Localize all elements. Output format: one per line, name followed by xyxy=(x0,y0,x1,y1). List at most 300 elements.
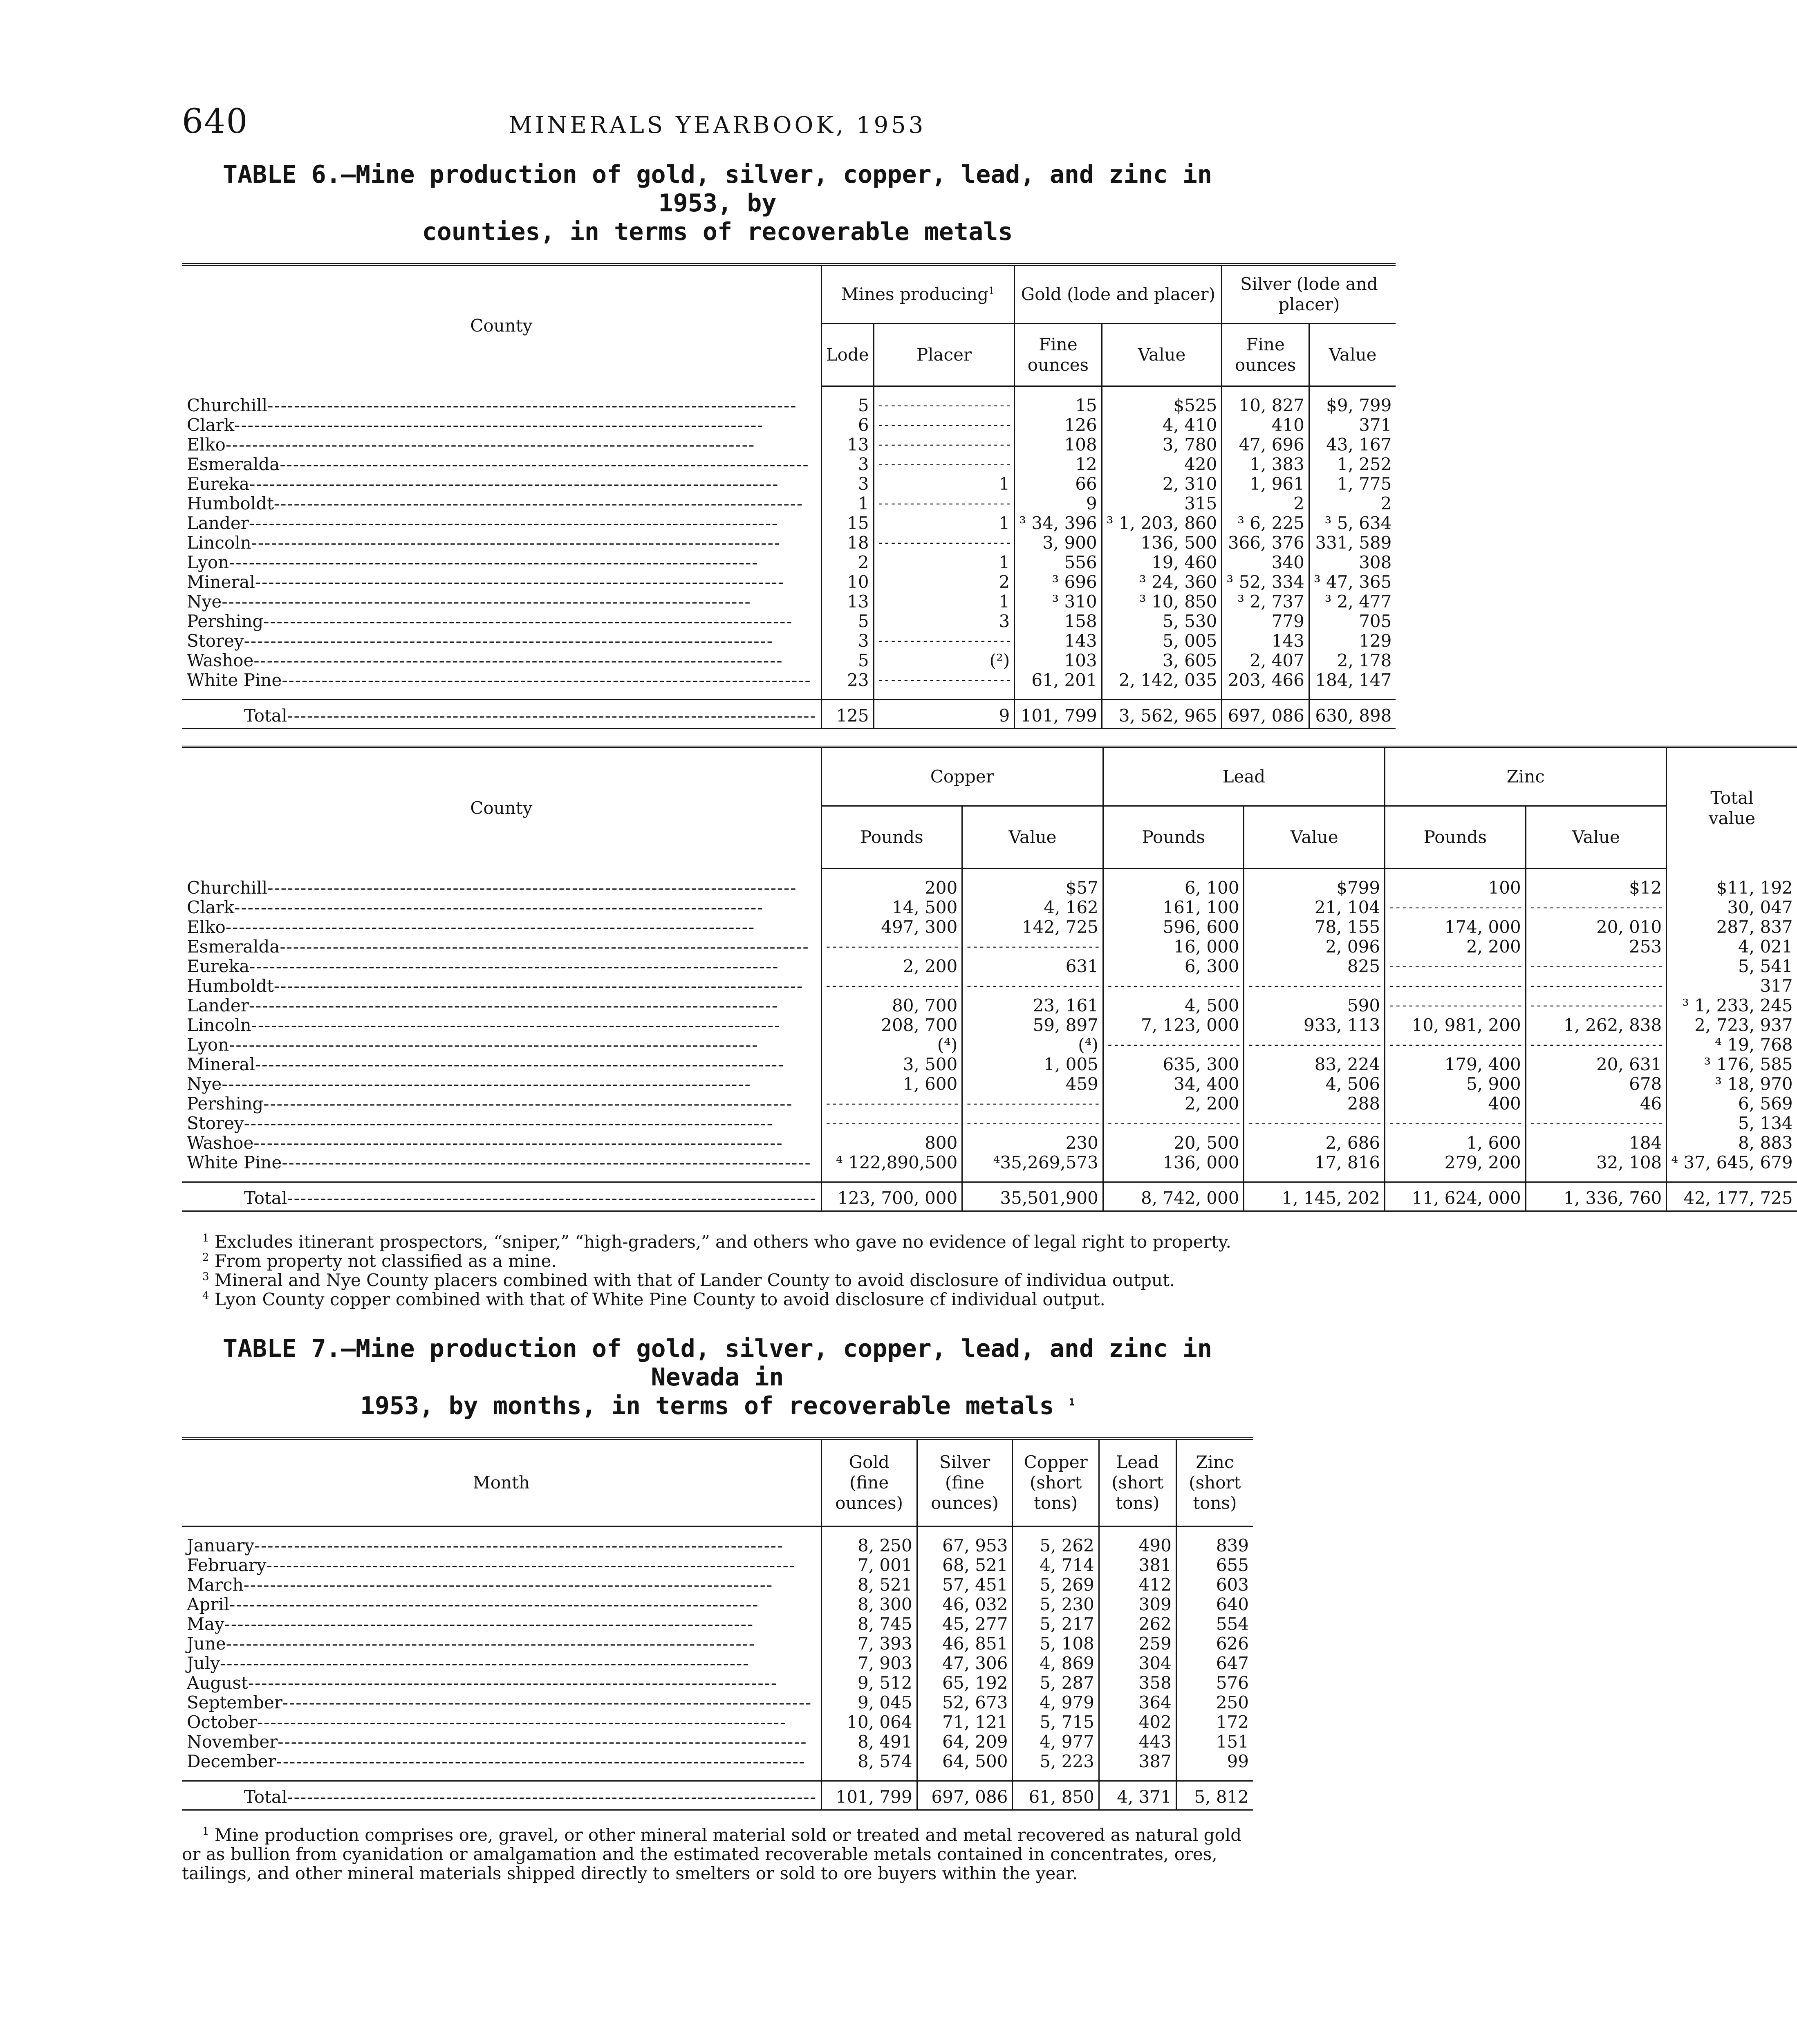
t6p1-silver-val: $9, 799 xyxy=(1309,396,1396,415)
t6p2-cu-val: 142, 725 xyxy=(962,917,1103,937)
t6p2-zn-lb: 1, 600 xyxy=(1385,1133,1526,1153)
t6p2-total: 5, 134 xyxy=(1667,1114,1797,1133)
t6p2-zn-val: 184 xyxy=(1526,1133,1667,1153)
t7-zinc: 576 xyxy=(1176,1673,1253,1693)
t6p1-total-gold-oz: 101, 799 xyxy=(1015,700,1102,729)
t7-silver: 65, 192 xyxy=(917,1673,1013,1693)
t6p2-pb-val: 21, 104 xyxy=(1244,898,1385,917)
t7-copper-header xyxy=(1013,1439,1099,1526)
t6p2-label-cell xyxy=(182,1133,821,1153)
t7-total-label: Total ----- xyxy=(243,1787,817,1807)
t6p1-silver-oz: 1, 961 xyxy=(1222,474,1309,494)
t6p2-row xyxy=(182,1074,1797,1094)
t6p1-label-cell xyxy=(182,670,821,690)
t6p1-label-cell xyxy=(182,415,821,435)
t6p1-gold-oz: 3, 900 xyxy=(1015,533,1102,553)
t6p1-silver-oz: 2, 407 xyxy=(1222,651,1309,670)
running-title: MINERALS YEARBOOK, 1953 xyxy=(509,112,926,139)
t6p1-silver-val: ³ 47, 365 xyxy=(1309,572,1396,592)
table7-footnote xyxy=(182,1825,1253,1883)
t6p1-silver-val: 1, 252 xyxy=(1309,455,1396,474)
t6p2-pb-val: 933, 113 xyxy=(1244,1015,1385,1035)
t6p1-placer: 1 xyxy=(874,513,1015,533)
t7-zinc: 626 xyxy=(1176,1634,1253,1654)
t6p2-label: Clark ----- xyxy=(186,898,817,917)
table7-title xyxy=(182,1334,1253,1420)
t6p2-cu-val: $57 xyxy=(962,878,1103,898)
t6p1-silver-oz: 10, 827 xyxy=(1222,396,1309,415)
t6p1-lode: 1 xyxy=(821,494,874,513)
t6p1-row xyxy=(182,435,1396,455)
t6p2-label: Eureka ----- xyxy=(186,957,817,976)
t6p2-pb-lb xyxy=(1103,1035,1244,1055)
t6p1-gold-val: 5, 530 xyxy=(1102,612,1222,631)
t6p2-row xyxy=(182,996,1797,1015)
t6p2-cu-val: 459 xyxy=(962,1074,1103,1094)
t7-row xyxy=(182,1536,1253,1555)
t6p2-label: Humboldt ----- xyxy=(186,976,817,996)
t6p1-placer xyxy=(874,533,1015,553)
t6p2-cu-val xyxy=(962,1094,1103,1114)
t7-label-cell xyxy=(182,1614,821,1634)
t7-label: August ----- xyxy=(186,1673,817,1693)
t6p1-row xyxy=(182,631,1396,651)
t6p2-cu-val: 23, 161 xyxy=(962,996,1103,1015)
t7-body xyxy=(182,1526,1253,1781)
t7-gold: 8, 574 xyxy=(821,1752,917,1771)
t6p1-gold-val: 420 xyxy=(1102,455,1222,474)
table6-part2 xyxy=(182,746,1797,1212)
t7-gold: 8, 745 xyxy=(821,1614,917,1634)
t6p1-silver-oz: 203, 466 xyxy=(1222,670,1309,690)
t6p1-label-cell xyxy=(182,474,821,494)
t7-label: June ----- xyxy=(186,1634,817,1654)
t6p2-cu-val xyxy=(962,937,1103,957)
t7-silver: 45, 277 xyxy=(917,1614,1013,1634)
t6p1-total-silver-value: 630, 898 xyxy=(1309,700,1396,729)
t6p2-total: 287, 837 xyxy=(1667,917,1797,937)
t6p2-zn-lb xyxy=(1385,996,1526,1015)
t6p1-label: Eureka ----- xyxy=(186,474,817,494)
t7-row xyxy=(182,1575,1253,1595)
t7-gold: 7, 393 xyxy=(821,1634,917,1654)
t6p1-row xyxy=(182,415,1396,435)
t7-gold-header xyxy=(821,1439,917,1526)
t6p1-silver-val: ³ 2, 477 xyxy=(1309,592,1396,612)
t7-row xyxy=(182,1555,1253,1575)
t6p1-lode: 5 xyxy=(821,396,874,415)
t6p2-row xyxy=(182,1094,1797,1114)
t6p2-row xyxy=(182,1055,1797,1074)
t6p2-zn-pounds-header: Pounds xyxy=(1385,806,1526,869)
t6p2-cu-lb xyxy=(821,937,962,957)
t6p2-total-value: 42, 177, 725 xyxy=(1667,1182,1797,1211)
t7-gold: 8, 250 xyxy=(821,1536,917,1555)
t6p2-zn-val xyxy=(1526,1114,1667,1133)
t6-footnote-text: Excludes itinerant prospectors, “sniper,” “high-graders,” and others who gave no evidence of legal right to property. xyxy=(214,1232,1231,1252)
t7-row xyxy=(182,1732,1253,1752)
t6p2-label-cell xyxy=(182,1035,821,1055)
t7-gold: 7, 903 xyxy=(821,1654,917,1673)
t7-lead: 387 xyxy=(1099,1752,1176,1771)
t6p2-cu-val: 59, 897 xyxy=(962,1015,1103,1035)
t6p2-pb-lb: 596, 600 xyxy=(1103,917,1244,937)
t6p1-label-cell xyxy=(182,513,821,533)
t7-label-cell xyxy=(182,1673,821,1693)
t6p1-placer-header: Placer xyxy=(874,324,1015,386)
t6p2-zn-val: 20, 631 xyxy=(1526,1055,1667,1074)
t6p2-total-zn-val: 1, 336, 760 xyxy=(1526,1182,1667,1211)
t6p2-pb-lb xyxy=(1103,1114,1244,1133)
t7-label: December ----- xyxy=(186,1752,817,1771)
t6p1-gold-val: 19, 460 xyxy=(1102,553,1222,572)
table6-footnotes xyxy=(182,1232,1253,1309)
t6p2-body xyxy=(182,869,1797,1182)
t6p2-pb-lb: 4, 500 xyxy=(1103,996,1244,1015)
t6p1-gold-val: 2, 142, 035 xyxy=(1102,670,1222,690)
t6p2-cu-lb: 80, 700 xyxy=(821,996,962,1015)
t6p1-row xyxy=(182,396,1396,415)
t7-zinc: 99 xyxy=(1176,1752,1253,1771)
t6-footnote xyxy=(182,1290,1253,1309)
t6p2-label: White Pine ----- xyxy=(186,1153,817,1172)
t6p1-gold-oz: 556 xyxy=(1015,553,1102,572)
t6p2-row xyxy=(182,1035,1797,1055)
table6-title-line1: TABLE 6.—Mine production of gold, silver, copper, lead, and zinc in 1953, by xyxy=(222,160,1212,217)
t6p1-body xyxy=(182,386,1396,700)
t7-gold: 10, 064 xyxy=(821,1712,917,1732)
t7-copper: 5, 715 xyxy=(1013,1712,1099,1732)
t6-footnote-mark: 2 xyxy=(202,1251,209,1264)
t6p2-label-cell xyxy=(182,1015,821,1035)
t7-month-header: Month xyxy=(182,1439,821,1526)
t7-lead: 381 xyxy=(1099,1555,1176,1575)
t6p1-placer: 1 xyxy=(874,592,1015,612)
t6p1-label: Churchill ----- xyxy=(186,396,817,415)
t6p2-pb-val: 2, 096 xyxy=(1244,937,1385,957)
t6p1-label-cell xyxy=(182,435,821,455)
t6p2-row xyxy=(182,937,1797,957)
t6p1-silver-oz: 143 xyxy=(1222,631,1309,651)
t6p2-pb-lb: 16, 000 xyxy=(1103,937,1244,957)
t6p2-label-cell xyxy=(182,917,821,937)
t6p1-total-gold-value: 3, 562, 965 xyxy=(1102,700,1222,729)
t6p1-gold-oz: 61, 201 xyxy=(1015,670,1102,690)
t6p1-lode: 13 xyxy=(821,592,874,612)
t6p2-cu-lb: (⁴) xyxy=(821,1035,962,1055)
t6p2-total-cu-val: 35,501,900 xyxy=(962,1182,1103,1211)
t7-copper-label: Copper xyxy=(1024,1452,1088,1472)
t7-gold: 8, 300 xyxy=(821,1595,917,1614)
t6p2-total-value-header: Total value xyxy=(1667,747,1797,869)
t6p1-silver-oz: 2 xyxy=(1222,494,1309,513)
t7-zinc-label: Zinc xyxy=(1196,1452,1234,1472)
t6p1-silver-header: Silver (lode and placer) xyxy=(1222,264,1396,324)
t6p1-silver-value-header: Value xyxy=(1309,324,1396,386)
t6p2-total-cu-lb: 123, 700, 000 xyxy=(821,1182,962,1211)
t7-label-cell xyxy=(182,1654,821,1673)
t6p1-gold-oz: 126 xyxy=(1015,415,1102,435)
t6p2-label: Lander ----- xyxy=(186,996,817,1015)
t6p2-pb-val: 17, 816 xyxy=(1244,1153,1385,1172)
table7-title-note: 1 xyxy=(1069,1396,1075,1408)
t7-lead: 309 xyxy=(1099,1595,1176,1614)
t6p2-copper-header: Copper xyxy=(821,747,1103,806)
t7-row xyxy=(182,1712,1253,1732)
t6p2-total: 317 xyxy=(1667,976,1797,996)
t6p1-row xyxy=(182,592,1396,612)
t6p1-gold-oz: 15 xyxy=(1015,396,1102,415)
t7-label: May ----- xyxy=(186,1614,817,1634)
t7-total-silver: 697, 086 xyxy=(917,1781,1013,1810)
t6p2-zn-lb: 5, 900 xyxy=(1385,1074,1526,1094)
t6p2-total: 5, 541 xyxy=(1667,957,1797,976)
t6p2-cu-lb: ⁴ 122,890,500 xyxy=(821,1153,962,1172)
t6p2-pb-val xyxy=(1244,976,1385,996)
t6p1-label: Mineral ----- xyxy=(186,572,817,592)
t6p2-zn-lb: 279, 200 xyxy=(1385,1153,1526,1172)
t6p1-label: Humboldt ----- xyxy=(186,494,817,513)
t6p2-label: Mineral ----- xyxy=(186,1055,817,1074)
t6-footnote xyxy=(182,1232,1253,1251)
table6-part1 xyxy=(182,263,1396,729)
t6p1-lode: 18 xyxy=(821,533,874,553)
t6p2-label-cell xyxy=(182,898,821,917)
t6p2-pb-val xyxy=(1244,1035,1385,1055)
t6p2-cu-lb xyxy=(821,976,962,996)
t7-gold-unit: (fine ounces) xyxy=(835,1472,903,1513)
table6-title xyxy=(182,160,1253,246)
t6p2-cu-value-header: Value xyxy=(962,806,1103,869)
t6p1-placer: 3 xyxy=(874,612,1015,631)
running-head xyxy=(182,102,1253,147)
t6p2-label: Pershing ----- xyxy=(186,1094,817,1114)
t6-footnote-mark: 4 xyxy=(202,1290,209,1302)
t7-label-cell xyxy=(182,1693,821,1712)
t6p2-label-cell xyxy=(182,1153,821,1172)
t6p1-label: Lyon ----- xyxy=(186,553,817,572)
t6p2-total-pb-val: 1, 145, 202 xyxy=(1244,1182,1385,1211)
t7-lead-label: Lead xyxy=(1116,1452,1159,1472)
t6p2-label: Washoe ----- xyxy=(186,1133,817,1153)
t7-row xyxy=(182,1654,1253,1673)
t6p2-zn-lb xyxy=(1385,1035,1526,1055)
t6p1-gold-val: $525 xyxy=(1102,396,1222,415)
t6p1-silver-oz: ³ 52, 334 xyxy=(1222,572,1309,592)
t6p2-cu-val xyxy=(962,1114,1103,1133)
t6p1-row xyxy=(182,513,1396,533)
t7-label: January ----- xyxy=(186,1536,817,1555)
t7-total-lead: 4, 371 xyxy=(1099,1781,1176,1810)
t6p1-total-placer: 9 xyxy=(874,700,1015,729)
t6p2-cu-val: 1, 005 xyxy=(962,1055,1103,1074)
t7-zinc: 250 xyxy=(1176,1693,1253,1712)
t6p1-label: Nye ----- xyxy=(186,592,817,612)
t6p1-placer: (²) xyxy=(874,651,1015,670)
t6p1-placer xyxy=(874,494,1015,513)
t6p1-gold-oz: ³ 34, 396 xyxy=(1015,513,1102,533)
t6p1-row xyxy=(182,455,1396,474)
t7-gold: 9, 045 xyxy=(821,1693,917,1712)
t7-label-cell xyxy=(182,1595,821,1614)
t6p1-silver-oz: ³ 2, 737 xyxy=(1222,592,1309,612)
t6p1-gold-oz: 9 xyxy=(1015,494,1102,513)
t6p1-silver-val: 129 xyxy=(1309,631,1396,651)
t6p1-row xyxy=(182,553,1396,572)
t6p2-cu-lb: 800 xyxy=(821,1133,962,1153)
t6p1-placer: 1 xyxy=(874,474,1015,494)
t6p2-total: 2, 723, 937 xyxy=(1667,1015,1797,1035)
t6p2-zn-val: 253 xyxy=(1526,937,1667,957)
t6p2-row xyxy=(182,976,1797,996)
t6p1-gold-oz: 12 xyxy=(1015,455,1102,474)
t7-row xyxy=(182,1614,1253,1634)
t6p1-total-label: Total ----- xyxy=(243,706,817,726)
t6p2-pb-lb: 136, 000 xyxy=(1103,1153,1244,1172)
t6p1-lode: 3 xyxy=(821,631,874,651)
t6p2-pb-val: 78, 155 xyxy=(1244,917,1385,937)
t6p1-placer xyxy=(874,631,1015,651)
t6p1-gold-val: 136, 500 xyxy=(1102,533,1222,553)
t6p1-placer: 1 xyxy=(874,553,1015,572)
t6-footnote xyxy=(182,1251,1253,1271)
t6p2-label-cell xyxy=(182,1074,821,1094)
t6p1-lode: 3 xyxy=(821,455,874,474)
t6p2-pb-val: 83, 224 xyxy=(1244,1055,1385,1074)
t7-total-gold: 101, 799 xyxy=(821,1781,917,1810)
t6p1-gold-val: ³ 10, 850 xyxy=(1102,592,1222,612)
t6p2-zn-lb: 179, 400 xyxy=(1385,1055,1526,1074)
t7-lead-unit: (short tons) xyxy=(1111,1472,1164,1513)
t6p2-cu-lb: 3, 500 xyxy=(821,1055,962,1074)
t6p2-pb-lb: 2, 200 xyxy=(1103,1094,1244,1114)
t6p2-label: Elko ----- xyxy=(186,917,817,937)
t7-silver: 64, 500 xyxy=(917,1752,1013,1771)
t6p2-cu-val: 4, 162 xyxy=(962,898,1103,917)
t6p1-silver-val: 184, 147 xyxy=(1309,670,1396,690)
t6p1-placer xyxy=(874,415,1015,435)
t7-zinc: 647 xyxy=(1176,1654,1253,1673)
t6p1-gold-val: 4, 410 xyxy=(1102,415,1222,435)
t6p2-row xyxy=(182,1114,1797,1133)
t6p1-silver-oz: 366, 376 xyxy=(1222,533,1309,553)
t6p1-gold-header: Gold (lode and placer) xyxy=(1015,264,1222,324)
t6p1-mines-note: 1 xyxy=(988,285,995,296)
t6p2-total-row xyxy=(182,1182,1797,1211)
t6p1-row xyxy=(182,494,1396,513)
t6p2-pb-lb: 161, 100 xyxy=(1103,898,1244,917)
page xyxy=(182,102,1793,1883)
t7-zinc: 554 xyxy=(1176,1614,1253,1634)
t6p1-lode-header: Lode xyxy=(821,324,874,386)
t6p1-label-cell xyxy=(182,533,821,553)
t7-label: April ----- xyxy=(186,1595,817,1614)
t7-label: July ----- xyxy=(186,1654,817,1673)
t6p1-placer: 2 xyxy=(874,572,1015,592)
t6p1-label-cell xyxy=(182,572,821,592)
t6p2-cu-lb xyxy=(821,1114,962,1133)
t6p1-lode: 10 xyxy=(821,572,874,592)
t6p2-label: Lincoln ----- xyxy=(186,1015,817,1035)
t6p1-silver-val: 371 xyxy=(1309,415,1396,435)
t6-footnote-text: From property not classified as a mine. xyxy=(214,1251,557,1271)
t7-lead: 262 xyxy=(1099,1614,1176,1634)
t6p2-zn-val: 46 xyxy=(1526,1094,1667,1114)
t6p2-label: Storey ----- xyxy=(186,1114,817,1133)
t6p2-zn-val xyxy=(1526,898,1667,917)
t6p1-silver-val: ³ 5, 634 xyxy=(1309,513,1396,533)
t6p1-total-row xyxy=(182,700,1396,729)
t6p2-total: ⁴ 37, 645, 679 xyxy=(1667,1153,1797,1172)
t6p2-row xyxy=(182,917,1797,937)
t7-silver: 68, 521 xyxy=(917,1555,1013,1575)
t6p2-cu-val: 230 xyxy=(962,1133,1103,1153)
t6p2-row xyxy=(182,1015,1797,1035)
t6p1-total-silver-oz: 697, 086 xyxy=(1222,700,1309,729)
t6p2-label: Esmeralda ----- xyxy=(186,937,817,957)
t7-label-cell xyxy=(182,1575,821,1595)
t6p2-zinc-header: Zinc xyxy=(1385,747,1667,806)
t7-lead: 443 xyxy=(1099,1732,1176,1752)
t6p1-silver-val: 308 xyxy=(1309,553,1396,572)
t6p2-label-cell xyxy=(182,976,821,996)
t6p1-gold-val: 5, 005 xyxy=(1102,631,1222,651)
t6p2-pb-val: 825 xyxy=(1244,957,1385,976)
t7-copper: 4, 977 xyxy=(1013,1732,1099,1752)
t6p2-row xyxy=(182,1133,1797,1153)
t6p1-gold-val: 315 xyxy=(1102,494,1222,513)
t7-silver-unit: (fine ounces) xyxy=(931,1472,999,1513)
t7-lead: 358 xyxy=(1099,1673,1176,1693)
t7-copper: 5, 287 xyxy=(1013,1673,1099,1693)
t7-zinc: 640 xyxy=(1176,1595,1253,1614)
t7-lead: 490 xyxy=(1099,1536,1176,1555)
t6p2-pb-val xyxy=(1244,1114,1385,1133)
t6p2-zn-lb: 174, 000 xyxy=(1385,917,1526,937)
t7-silver: 64, 209 xyxy=(917,1732,1013,1752)
t6p1-lode: 5 xyxy=(821,651,874,670)
t6p2-label: Nye ----- xyxy=(186,1074,817,1094)
t6p2-zn-val xyxy=(1526,957,1667,976)
t7-copper: 4, 714 xyxy=(1013,1555,1099,1575)
t6p1-gold-val: 2, 310 xyxy=(1102,474,1222,494)
t6p2-pb-lb: 6, 100 xyxy=(1103,878,1244,898)
t6p2-pb-lb: 635, 300 xyxy=(1103,1055,1244,1074)
t6p1-label-cell xyxy=(182,494,821,513)
t6p2-pb-pounds-header: Pounds xyxy=(1103,806,1244,869)
t6p1-lode: 5 xyxy=(821,612,874,631)
t6p1-gold-oz: 158 xyxy=(1015,612,1102,631)
t6p2-pb-lb: 34, 400 xyxy=(1103,1074,1244,1094)
t6p1-label-cell xyxy=(182,396,821,415)
t6p1-gold-oz-header: Fine ounces xyxy=(1015,324,1102,386)
t6p2-label-cell xyxy=(182,1055,821,1074)
t7-lead-header xyxy=(1099,1439,1176,1526)
t6p2-cu-val xyxy=(962,976,1103,996)
t6p2-cu-lb: 200 xyxy=(821,878,962,898)
t7-row xyxy=(182,1693,1253,1712)
t7-silver: 47, 306 xyxy=(917,1654,1013,1673)
t7-silver: 67, 953 xyxy=(917,1536,1013,1555)
t6p2-county-header: County xyxy=(470,798,533,818)
t6p1-label-cell xyxy=(182,592,821,612)
t6p2-row xyxy=(182,898,1797,917)
t7-label-cell xyxy=(182,1634,821,1654)
t6p2-cu-val: (⁴) xyxy=(962,1035,1103,1055)
t6p2-zn-val: 32, 108 xyxy=(1526,1153,1667,1172)
t6p1-silver-val: 1, 775 xyxy=(1309,474,1396,494)
t6p1-lode: 13 xyxy=(821,435,874,455)
